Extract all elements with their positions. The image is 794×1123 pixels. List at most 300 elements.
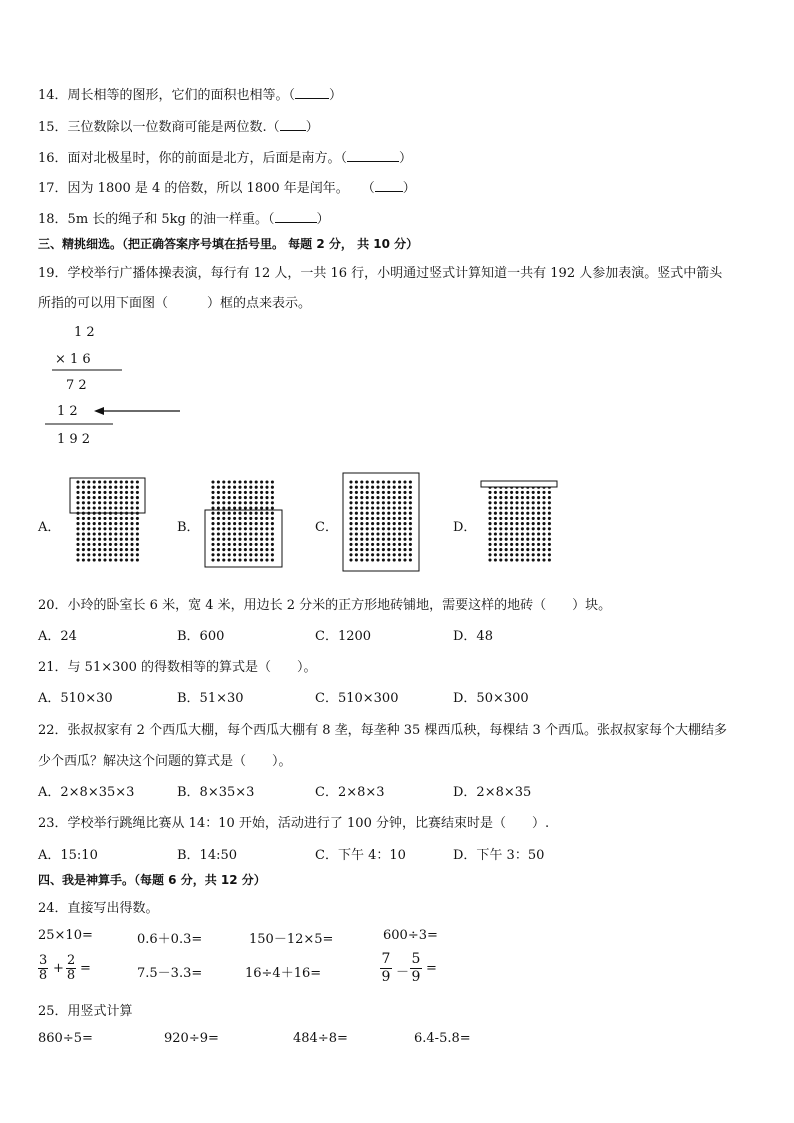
dot-grid-c (349, 480, 412, 561)
dot (548, 512, 551, 515)
dot (125, 517, 128, 520)
dot (488, 548, 491, 551)
dot (382, 532, 385, 535)
q21-option-b[interactable]: B．51×30 (177, 691, 244, 706)
dot (403, 553, 406, 556)
dot (228, 517, 231, 520)
dot (265, 486, 268, 489)
dot (403, 522, 406, 525)
dot (515, 496, 518, 499)
dot (87, 506, 90, 509)
q20-option-d[interactable]: D．48 (453, 629, 493, 644)
dot (387, 501, 390, 504)
dot (255, 480, 258, 483)
dot (136, 553, 139, 556)
dot (136, 532, 139, 535)
dot (87, 527, 90, 530)
dot (521, 527, 524, 530)
dot (228, 480, 231, 483)
dot (510, 538, 513, 541)
dot (398, 496, 401, 499)
dot (366, 548, 369, 551)
dot (109, 486, 112, 489)
q25-item-2: 920÷9= (164, 1031, 219, 1046)
dot (211, 496, 214, 499)
dot (387, 548, 390, 551)
dot (233, 491, 236, 494)
dot (537, 517, 540, 520)
q24-item-4: 600÷3= (383, 928, 438, 943)
dot (136, 538, 139, 541)
dot (387, 543, 390, 546)
dot (521, 517, 524, 520)
dot (222, 506, 225, 509)
dot (515, 491, 518, 494)
dot (526, 512, 529, 515)
dot (521, 501, 524, 504)
dot (249, 506, 252, 509)
fraction-3-8: $\frac{3}{8}$ (38, 953, 48, 983)
q23-option-d[interactable]: D．下午 3：50 (453, 848, 545, 863)
dot (114, 522, 117, 525)
dot (271, 480, 274, 483)
q20-option-a[interactable]: A．24 (38, 629, 77, 644)
dot-grid-a (76, 480, 139, 561)
dot (244, 548, 247, 551)
dot (265, 538, 268, 541)
question-16: 16．面对北极星时，你的前面是北方，后面是南方。（ ） (38, 151, 413, 166)
dot (382, 522, 385, 525)
dot (382, 496, 385, 499)
dot (76, 532, 79, 535)
dot (125, 486, 128, 489)
dot (403, 496, 406, 499)
dot (103, 496, 106, 499)
dot (228, 553, 231, 556)
dot (387, 486, 390, 489)
dot (98, 506, 101, 509)
dot (510, 532, 513, 535)
dot (349, 480, 352, 483)
dot (510, 501, 513, 504)
dot (93, 532, 96, 535)
dot (103, 543, 106, 546)
dot (255, 543, 258, 546)
option-d-frame (481, 481, 557, 487)
dot (393, 532, 396, 535)
dot (136, 517, 139, 520)
dot (260, 512, 263, 515)
dot (526, 538, 529, 541)
dot (120, 527, 123, 530)
dot (130, 522, 133, 525)
dot (255, 486, 258, 489)
dot (494, 517, 497, 520)
dot (548, 527, 551, 530)
question-17: 17．因为 1800 是 4 的倍数，所以 1800 年是闰年。 （ ） (38, 181, 416, 196)
dot (82, 522, 85, 525)
dot (98, 486, 101, 489)
dot (532, 512, 535, 515)
dot (499, 522, 502, 525)
dot (82, 486, 85, 489)
dot (532, 496, 535, 499)
dot (499, 496, 502, 499)
dot (376, 496, 379, 499)
dot (526, 527, 529, 530)
q23-option-c[interactable]: C．下午 4：10 (315, 848, 406, 863)
dot (521, 543, 524, 546)
dot (211, 553, 214, 556)
dot (349, 491, 352, 494)
dot (393, 558, 396, 561)
q24-item-1: 25×10= (38, 928, 93, 943)
dot (120, 501, 123, 504)
dot (114, 558, 117, 561)
dot (211, 512, 214, 515)
dot-grid-d (488, 480, 551, 561)
dot (398, 506, 401, 509)
dot (87, 496, 90, 499)
q20-option-b[interactable]: B．600 (177, 629, 225, 644)
dot (260, 491, 263, 494)
dot (109, 538, 112, 541)
q22-option-c[interactable]: C．2×8×3 (315, 785, 385, 800)
dot (515, 512, 518, 515)
dot (537, 501, 540, 504)
dot (355, 543, 358, 546)
dot (488, 527, 491, 530)
dot (382, 527, 385, 530)
q21-option-d[interactable]: D．50×300 (453, 691, 529, 706)
dot (260, 480, 263, 483)
dot (76, 491, 79, 494)
dot (76, 543, 79, 546)
dot (409, 501, 412, 504)
option-d-label[interactable]: D． (453, 520, 477, 535)
dot (409, 486, 412, 489)
dot (125, 553, 128, 556)
dot (355, 558, 358, 561)
question-22-line1: 22．张叔叔家有 2 个西瓜大棚，每个西瓜大棚有 8 垄，每垄种 35 棵西瓜秧，每棵结 3 个西瓜。张叔叔家每个大棚结多 (38, 723, 727, 738)
dot (228, 527, 231, 530)
dot (265, 558, 268, 561)
dot (360, 486, 363, 489)
dot (387, 517, 390, 520)
dot (87, 558, 90, 561)
dot (222, 538, 225, 541)
dot (349, 496, 352, 499)
dot (87, 480, 90, 483)
option-c-label[interactable]: C． (315, 520, 338, 535)
dot (93, 501, 96, 504)
dot (349, 543, 352, 546)
dot (371, 496, 374, 499)
dot (548, 553, 551, 556)
dot (271, 527, 274, 530)
dot (103, 548, 106, 551)
dot (371, 491, 374, 494)
dot (398, 512, 401, 515)
dot (249, 548, 252, 551)
q22-option-d[interactable]: D．2×8×35 (453, 785, 532, 800)
dot (103, 553, 106, 556)
dot (130, 496, 133, 499)
dot (265, 527, 268, 530)
dot (537, 553, 540, 556)
calc-multiplicand: 1 2 (74, 325, 95, 340)
dot (488, 501, 491, 504)
dot (109, 558, 112, 561)
dot (211, 543, 214, 546)
dot (542, 517, 545, 520)
dot (360, 548, 363, 551)
dot (398, 527, 401, 530)
dot (228, 532, 231, 535)
dot (510, 496, 513, 499)
dot (125, 532, 128, 535)
dot (238, 553, 241, 556)
dot (403, 543, 406, 546)
dot (255, 496, 258, 499)
dot (93, 506, 96, 509)
q24-item-7: 16÷4＋16= (245, 966, 322, 981)
q23-option-a[interactable]: A．15:10 (38, 848, 98, 863)
q20-option-c[interactable]: C．1200 (315, 629, 372, 644)
dot (532, 527, 535, 530)
dot (526, 506, 529, 509)
dot (98, 543, 101, 546)
q21-option-c[interactable]: C．510×300 (315, 691, 399, 706)
dot (222, 501, 225, 504)
dot (93, 496, 96, 499)
dot (542, 538, 545, 541)
dot (505, 491, 508, 494)
dot (542, 522, 545, 525)
dot (505, 501, 508, 504)
dot (510, 517, 513, 520)
dot (130, 532, 133, 535)
dot (120, 548, 123, 551)
dot (398, 548, 401, 551)
dot (255, 517, 258, 520)
dot (217, 527, 220, 530)
option-a-label[interactable]: A． (38, 520, 61, 535)
dot (505, 532, 508, 535)
dot (387, 553, 390, 556)
dot (521, 538, 524, 541)
dot (255, 558, 258, 561)
dot (136, 501, 139, 504)
dot (82, 506, 85, 509)
dot (360, 501, 363, 504)
dot (82, 538, 85, 541)
arrow-head (94, 407, 104, 415)
dot (87, 543, 90, 546)
dot (98, 522, 101, 525)
dot (271, 517, 274, 520)
dot (403, 527, 406, 530)
dot (515, 532, 518, 535)
dot (222, 480, 225, 483)
dot (505, 543, 508, 546)
dot (382, 553, 385, 556)
dot (510, 548, 513, 551)
dot (393, 543, 396, 546)
dot (403, 506, 406, 509)
dot (349, 538, 352, 541)
dot (532, 491, 535, 494)
dot (255, 506, 258, 509)
dot (244, 532, 247, 535)
dot (403, 517, 406, 520)
dot (393, 506, 396, 509)
dot (360, 517, 363, 520)
dot (228, 506, 231, 509)
dot (494, 501, 497, 504)
dot (537, 506, 540, 509)
dot (136, 496, 139, 499)
dot (393, 512, 396, 515)
dot (244, 517, 247, 520)
dot (548, 538, 551, 541)
dot (376, 543, 379, 546)
dot (366, 486, 369, 489)
fraction-7-9: $\frac{7}{9}$ (381, 951, 391, 985)
dot (125, 522, 128, 525)
dot (409, 517, 412, 520)
dot (403, 538, 406, 541)
question-24-title: 24．直接写出得数。 (38, 901, 159, 916)
dot (521, 558, 524, 561)
dot (211, 538, 214, 541)
dot (233, 527, 236, 530)
dot (76, 538, 79, 541)
dot (371, 512, 374, 515)
dot (526, 543, 529, 546)
dot (120, 491, 123, 494)
dot (114, 491, 117, 494)
dot (109, 553, 112, 556)
dot (211, 501, 214, 504)
calc-multiplier: × 1 6 (55, 352, 91, 367)
dot (382, 512, 385, 515)
dot (371, 486, 374, 489)
dot (505, 538, 508, 541)
dot (233, 501, 236, 504)
dot (222, 527, 225, 530)
dot (211, 548, 214, 551)
dot (360, 527, 363, 530)
dot (349, 548, 352, 551)
dot (255, 548, 258, 551)
dot (136, 558, 139, 561)
dot (76, 480, 79, 483)
dot (217, 548, 220, 551)
dot (233, 553, 236, 556)
equals-sign: = (426, 961, 437, 976)
dot (355, 506, 358, 509)
dot (136, 506, 139, 509)
dot (349, 501, 352, 504)
dot (409, 506, 412, 509)
dot (114, 527, 117, 530)
dot (371, 501, 374, 504)
dot (222, 558, 225, 561)
dot (366, 517, 369, 520)
dot (222, 522, 225, 525)
dot (244, 553, 247, 556)
dot (499, 491, 502, 494)
dot (130, 558, 133, 561)
dot (494, 553, 497, 556)
dot (217, 512, 220, 515)
dot (393, 491, 396, 494)
dot (532, 543, 535, 546)
dot (260, 517, 263, 520)
dot (393, 480, 396, 483)
question-19-line1: 19．学校举行广播体操表演，每行有 12 人，一共 16 行，小明通过竖式计算知道一共有 192 人参加表演。竖式中箭头 (38, 266, 723, 281)
dot (87, 538, 90, 541)
dot (265, 522, 268, 525)
dot (244, 496, 247, 499)
dot (82, 496, 85, 499)
dot (366, 506, 369, 509)
q22-option-a[interactable]: A．2×8×35×3 (38, 785, 135, 800)
dot (136, 491, 139, 494)
dot (265, 480, 268, 483)
dot (548, 506, 551, 509)
dot (114, 543, 117, 546)
dot (376, 532, 379, 535)
dot (98, 496, 101, 499)
dot (211, 491, 214, 494)
option-b-label[interactable]: B． (177, 520, 200, 535)
q23-option-b[interactable]: B．14:50 (177, 848, 238, 863)
dot (526, 548, 529, 551)
dot (109, 491, 112, 494)
dot (125, 558, 128, 561)
dot (542, 527, 545, 530)
dot (532, 506, 535, 509)
dot (114, 517, 117, 520)
dot (238, 517, 241, 520)
dot (244, 491, 247, 494)
q21-option-a[interactable]: A．510×30 (38, 691, 113, 706)
q24-item-3: 150－12×5= (249, 932, 334, 947)
equals-sign: = (80, 961, 91, 976)
dot (499, 543, 502, 546)
dot (82, 517, 85, 520)
dot (515, 501, 518, 504)
dot (76, 506, 79, 509)
dot (371, 532, 374, 535)
dot (233, 548, 236, 551)
dot (238, 506, 241, 509)
dot (260, 538, 263, 541)
dot (87, 501, 90, 504)
dot (87, 486, 90, 489)
dot (228, 538, 231, 541)
dot (393, 553, 396, 556)
dot (249, 553, 252, 556)
dot (548, 558, 551, 561)
dot (211, 527, 214, 530)
dot (393, 501, 396, 504)
dot (265, 496, 268, 499)
dot (228, 522, 231, 525)
q22-option-b[interactable]: B．8×35×3 (177, 785, 255, 800)
